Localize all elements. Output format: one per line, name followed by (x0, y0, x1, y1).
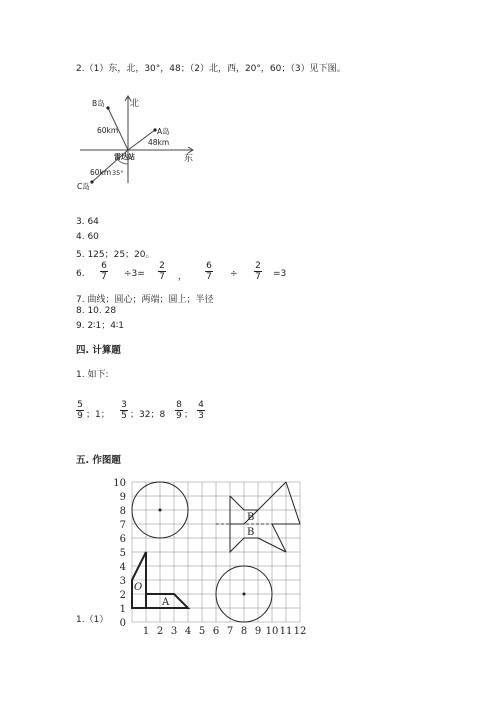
grid-figure (110, 472, 310, 637)
grid-lines (132, 482, 300, 622)
fraction-numerator: 2 (255, 261, 261, 271)
section-4-sep1: ；1； (86, 410, 110, 420)
x-tick-label: 1 (142, 626, 150, 637)
answer-9: 9. 2∶1；4∶1 (76, 321, 125, 331)
x-tick-label: 2 (156, 626, 164, 637)
c-island-dot (90, 180, 93, 183)
fraction (204, 261, 214, 282)
fraction-numerator: 4 (198, 400, 204, 410)
y-tick-label: 4 (119, 562, 126, 573)
fraction (99, 261, 109, 282)
c-distance-label: 60km (90, 168, 112, 177)
x-tick-label: 11 (279, 626, 293, 637)
fraction-denominator: 7 (255, 272, 261, 282)
circle-center-dot (159, 509, 162, 512)
x-tick-label: 10 (265, 626, 279, 637)
fraction (157, 261, 167, 282)
answer-6-prefix: 6. (76, 269, 85, 279)
circle-center-dot (243, 593, 246, 596)
x-tick-label: 6 (212, 626, 220, 637)
x-tick-label: 12 (293, 626, 307, 637)
y-tick-label: 5 (119, 548, 126, 559)
shape-b-bottom-label: B (247, 527, 255, 538)
x-tick-label: 4 (184, 626, 192, 637)
x-tick-label: 7 (226, 626, 234, 637)
a-island-label: A岛 (157, 127, 170, 136)
y-tick-label: 1 (119, 604, 126, 615)
fraction-denominator: 7 (206, 272, 212, 282)
answer-8: 8. 10. 28 (76, 306, 117, 316)
shape-a-label: A (162, 597, 170, 608)
b-island-dot (106, 106, 109, 109)
section-4-sep2: ；32；8 (130, 410, 166, 420)
answer-6-result: =3 (273, 269, 287, 279)
fraction-denominator: 9 (176, 411, 182, 421)
fraction-numerator: 5 (77, 400, 83, 410)
fraction-numerator: 8 (176, 400, 182, 410)
fraction (253, 261, 263, 282)
answer-2: 2.（1）东，北，30°，48；（2）北，西，20°，60；（3）见下图。 (76, 64, 346, 74)
answer-5: 5. 125；25；20。 (76, 250, 155, 260)
y-tick-label: 3 (119, 576, 126, 587)
fraction-denominator: 7 (101, 272, 107, 282)
y-tick-label: 6 (119, 534, 126, 545)
shape-o-label: O (134, 582, 143, 593)
fraction (174, 400, 184, 421)
answer-6-op2: ÷ (230, 269, 238, 279)
fraction-numerator: 6 (206, 261, 212, 271)
x-tick-label: 9 (254, 626, 262, 637)
y-tick-label: 10 (113, 478, 126, 489)
section-4-title: 四. 计算题 (76, 345, 121, 356)
fraction-numerator: 2 (159, 261, 165, 271)
east-label: 东 (184, 154, 194, 164)
answer-6-separator: ， (178, 272, 188, 282)
b-island-label: B岛 (92, 99, 105, 108)
answer-4: 4. 60 (76, 232, 99, 242)
fraction (75, 400, 85, 421)
y-tick-label: 8 (119, 506, 126, 517)
x-tick-label: 5 (198, 626, 206, 637)
y-tick-label: 2 (119, 590, 126, 601)
answer-6-op1: ÷3= (124, 269, 145, 279)
section-4-sep3: ； (184, 410, 194, 420)
c-island-label: C岛 (77, 182, 90, 191)
answer-7: 7. 曲线；圆心；两端；圆上；半径 (76, 295, 214, 305)
y-tick-label: 7 (119, 520, 126, 531)
station-label: 雷达站 (114, 153, 135, 161)
b-distance-label: 60km (97, 126, 119, 135)
fraction-denominator: 7 (159, 272, 165, 282)
section-5-title: 五. 作图题 (76, 455, 121, 466)
fraction (196, 400, 206, 421)
section-4-intro: 1. 如下: (76, 370, 109, 380)
x-tick-label: 8 (240, 626, 248, 637)
north-label: 北 (130, 99, 140, 109)
shape-b-top-label: B (247, 512, 255, 523)
c-angle-label: 35° (112, 169, 124, 177)
y-tick-label: 0 (119, 618, 126, 629)
section-5-item-label: 1.（1） (76, 615, 109, 625)
fraction-denominator: 5 (121, 411, 127, 421)
x-tick-label: 3 (170, 626, 178, 637)
fraction (119, 400, 129, 421)
fraction-numerator: 3 (121, 400, 127, 410)
fraction-denominator: 9 (77, 411, 83, 421)
radar-diagram (70, 88, 210, 198)
a-distance-label: 48km (148, 138, 170, 147)
fraction-numerator: 6 (101, 261, 107, 271)
answer-3: 3. 64 (76, 217, 99, 227)
fraction-denominator: 3 (198, 411, 204, 421)
y-tick-label: 9 (119, 492, 126, 503)
